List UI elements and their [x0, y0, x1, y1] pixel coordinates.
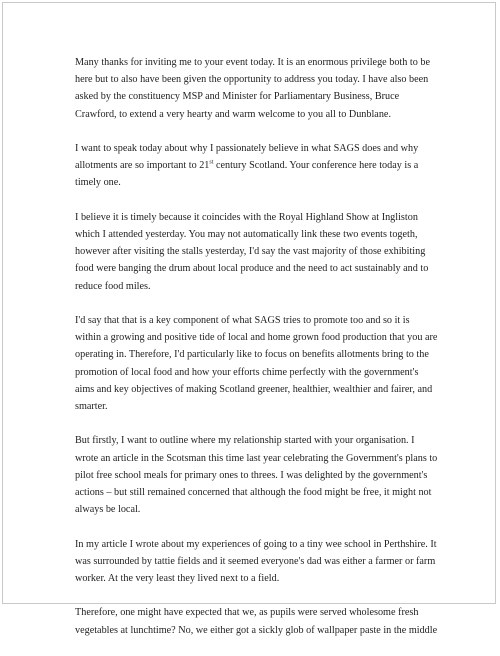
paragraph-7 — [75, 604, 438, 638]
text-line: smarter. — [75, 401, 108, 413]
text-line: Therefore, one might have expected that we, as pupils were served wholesome fresh — [75, 607, 419, 619]
text-line: worker. At the very least they lived next to a field. — [75, 573, 280, 585]
paragraph-5 — [75, 432, 438, 518]
text-segment: allotments are so important to 21 — [75, 160, 210, 172]
text-line: operating in. Therefore, I'd particularly like to focus on benefits allotments bring to the — [75, 349, 429, 361]
document-page — [2, 2, 496, 636]
text-line: Crawford, to extend a very hearty and warm welcome to you all to Dunblane. — [75, 108, 391, 120]
text-line: But firstly, I want to outline where my relationship started with your organisation. I — [75, 435, 415, 447]
text-line: wrote an article in the Scotsman this time last year celebrating the Government's plans to — [75, 452, 438, 464]
ordinal-suffix: st — [209, 159, 214, 166]
text-line: Many thanks for inviting me to your event today. It is an enormous privilege both to be — [75, 57, 430, 68]
text-line: I'd say that that is a key component of what SAGS tries to promote too and so it is — [75, 315, 410, 326]
text-line: vegetables at lunchtime? No, we either got a sickly glob of wallpaper paste in the middle — [75, 624, 438, 636]
text-line: here but to also have been given the opportunity to address you today. I have also been — [75, 74, 429, 86]
text-line: actions – but still remained concerned that although the food might be free, it might not — [75, 487, 432, 499]
text-line: reduce food miles. — [75, 280, 151, 292]
paragraph-1 — [75, 54, 435, 123]
text-line: In my article I wrote about my experiences of going to a tiny wee school in Perthshire. It — [75, 538, 437, 550]
text-line: I believe it is timely because it coincides with the Royal Highland Show at Ingliston — [75, 211, 418, 223]
text-line: promotion of local food and how your efforts chime perfectly with the government's — [75, 366, 419, 378]
text-line: timely one. — [75, 177, 121, 189]
paragraph-2 — [75, 140, 435, 192]
paragraph-6 — [75, 536, 435, 588]
text-line: which I attended yesterday. You may not automatically link these two events togeth, — [75, 229, 418, 240]
text-segment: century Scotland. Your conference here today is a — [213, 160, 419, 172]
text-line: was surrounded by tattie fields and it seemed everyone's dad was either a farmer or farm — [75, 555, 436, 567]
document-body — [75, 54, 438, 656]
paragraph-4 — [75, 312, 438, 415]
text-line: pilot free school meals for primary ones to threes. I was delighted by the government's — [75, 469, 428, 481]
text-line — [75, 157, 435, 174]
text-line: I want to speak today about why I passionately believe in what SAGS does and why — [75, 143, 419, 154]
text-line: however after visiting the stalls yesterday, I'd say the vast majority of those exhibiting — [75, 246, 426, 258]
text-line: asked by the constituency MSP and Minister for Parliamentary Business, Bruce — [75, 91, 400, 103]
text-line: aims and key objectives of making Scotland greener, healthier, wealthier and fairer, and — [75, 383, 433, 395]
text-line: food were banging the drum about local produce and the need to act sustainably and to — [75, 263, 429, 275]
text-line: within a growing and positive tide of local and home grown food production that you are — [75, 332, 438, 344]
text-line: always be local. — [75, 504, 141, 516]
paragraph-3 — [75, 209, 435, 295]
